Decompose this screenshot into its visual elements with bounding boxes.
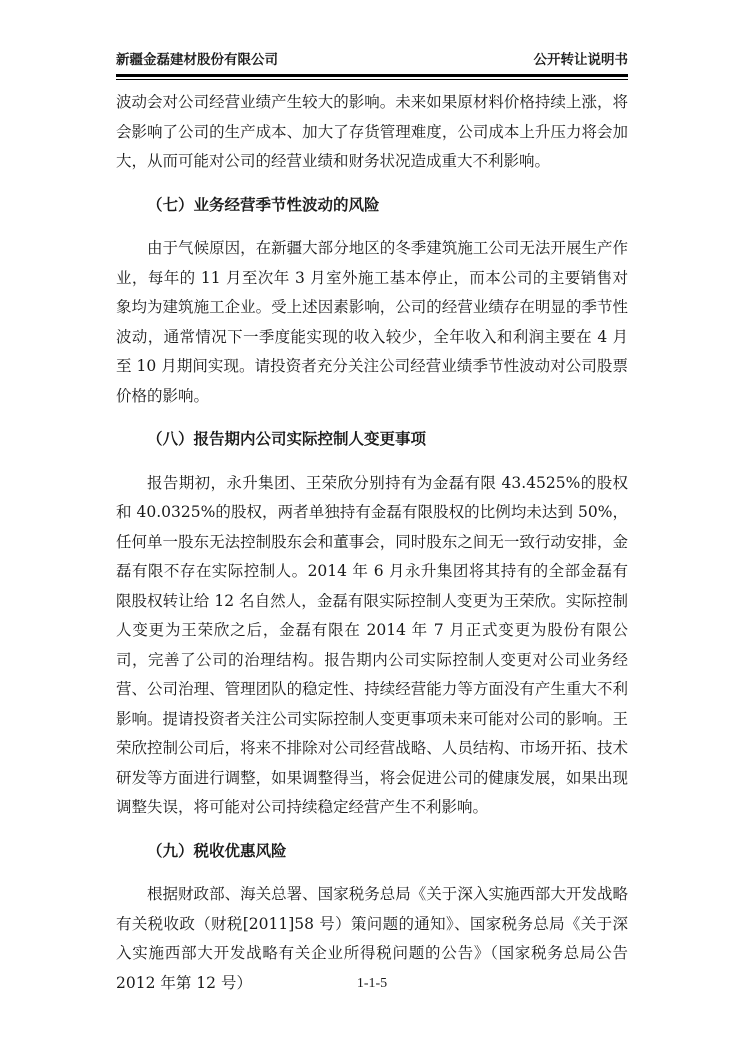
section-7-paragraph: 由于气候原因，在新疆大部分地区的冬季建筑施工公司无法开展生产作业，每年的 11 月至次年 3 月室外施工基本停止，而本公司的主要销售对象均为建筑施工企业。受上述因素影响，公司的经营业绩存在明显的季节性波动，通常情况下一季度能实现的收入较少，全年收入和利润主要在 4 月至 10 月期间实现。请投资者充分关注公司经营业绩季节性波动对公司股票价格的影响。	[116, 239, 628, 405]
page-body	[116, 88, 628, 998]
section-9-paragraph: 根据财政部、海关总署、国家税务总局《关于深入实施西部大开发战略有关税收政（财税[2011]58 号）策问题的通知》、国家税务总局《关于深入实施西部大开发战略有关企业所得税问题的公告》（国家税务总局公告 2012 年第 12 号）	[116, 885, 628, 992]
section-8-heading: （八）报告期内公司实际控制人变更事项	[147, 430, 427, 448]
header-company-name: 新疆金磊建材股份有限公司	[116, 52, 278, 68]
intro-paragraph: 波动会对公司经营业绩产生较大的影响。未来如果原材料价格持续上涨，将会影响了公司的生产成本、加大了存货管理难度，公司成本上升压力将会加大，从而可能对公司的经营业绩和财务状况造成重大不利影响。	[116, 93, 628, 170]
section-7-heading: （七）业务经营季节性波动的风险	[147, 195, 380, 214]
page-number: 1-1-5	[356, 976, 388, 991]
page-header	[116, 50, 628, 74]
header-rule-thick	[116, 74, 628, 77]
header-document-title: 公开转让说明书	[533, 52, 628, 68]
section-8-paragraph: 报告期初，永升集团、王荣欣分别持有为金磊有限 43.4525%的股权和 40.0325%的股权，两者单独持有金磊有限股权的比例均未达到 50%，任何单一股东无法控制股东会和董事会，同时股东之间无一致行动安排，金磊有限不存在实际控制人。2014 年 6 月永升集团将其持有的全部金磊有限股权转让给 12 名自然人，金磊有限实际控制人变更为王荣欣。实际控制人变更为王荣欣之后，金磊有限在 2014 年 7 月正式变更为股份有限公司，完善了公司的治理结构。报告期内公司实际控制人变更对公司业务经营、公司治理、管理团队的稳定性、持续经营能力等方面没有产生重大不利影响。提请投资者关注公司实际控制人变更事项未来可能对公司的影响。王荣欣控制公司后，将来不排除对公司经营战略、人员结构、市场开拓、技术研发等方面进行调整，如果调整得当，将会促进公司的健康发展，如果出现调整失误，将可能对公司持续稳定经营产生不利影响。	[116, 473, 628, 816]
section-9-heading: （九）税收优惠风险	[147, 841, 287, 860]
header-rule-thin	[116, 79, 628, 80]
